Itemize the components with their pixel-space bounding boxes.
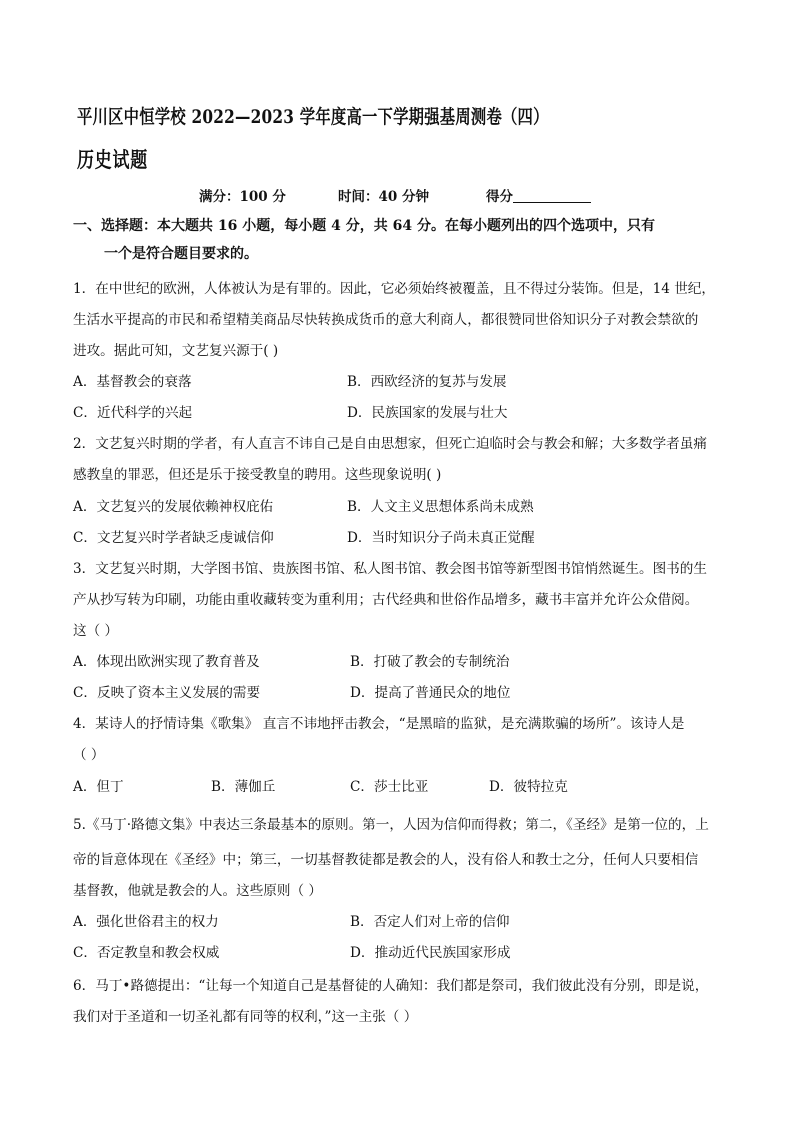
exam-subtitle: 历史试题	[77, 147, 148, 172]
option-d[interactable]: D．民族国家的发展与壮大	[347, 405, 508, 421]
option-c[interactable]: C．莎士比亚	[350, 779, 429, 795]
exam-title: 平川区中恒学校 2022—2023 学年度高一下学期强基周测卷（四）	[77, 106, 549, 128]
option-b[interactable]: B．西欧经济的复苏与发展	[347, 374, 507, 390]
question-text: 5.《马丁·路德文集》中表达三条最基本的原则。第一，人因为信仰而得救；第二，《圣经》是第一位的，上	[73, 817, 709, 833]
full-score: 满分：100 分	[199, 189, 286, 205]
option-b[interactable]: B．打破了教会的专制统治	[350, 654, 510, 670]
question-text: 基督教，他就是教会的人。这些原则（ ）	[73, 883, 323, 899]
question-text: 感教皇的罪恶，但还是乐于接受教皇的聘用。这些现象说明( )	[73, 467, 442, 483]
question-text: 1．在中世纪的欧洲，人体被认为是有罪的。因此，它必须始终被覆盖，且不得过分装饰。但是，14 世纪，	[73, 281, 715, 297]
option-a[interactable]: A．体现出欧洲实现了教育普及	[73, 654, 260, 670]
option-a[interactable]: A．但丁	[73, 779, 124, 795]
option-a[interactable]: A．文艺复兴的发展依赖神权庇佑	[73, 499, 274, 515]
option-b[interactable]: B．否定人们对上帝的信仰	[350, 914, 510, 930]
question-text: 帝的旨意体现在《圣经》中；第三，一切基督教徒都是教会的人，没有俗人和教士之分，任何人只要相信	[73, 852, 699, 868]
question-text: 6．马丁•路德提出：“让每一个知道自己是基督徒的人确知：我们都是祭司，我们彼此没有分别，即是说，	[73, 978, 709, 994]
score-label: 得分	[486, 189, 513, 205]
score-field	[486, 185, 591, 205]
exam-time: 时间：40 分钟	[338, 189, 429, 205]
option-d[interactable]: D．提高了普通民众的地位	[350, 685, 511, 701]
option-a[interactable]: A．基督教会的衰落	[73, 374, 192, 390]
score-blank[interactable]	[513, 188, 591, 203]
question-text: 进攻。据此可知，文艺复兴源于( )	[73, 343, 279, 359]
question-text: 我们对于圣道和一切圣礼都有同等的权利，”这一主张（ ）	[73, 1009, 418, 1025]
question-text: （ ）	[73, 747, 105, 763]
option-c[interactable]: C．否定教皇和教会权威	[73, 945, 220, 961]
option-b[interactable]: B．人文主义思想体系尚未成熟	[347, 499, 534, 515]
question-text: 这（ ）	[73, 623, 119, 639]
question-text: 3．文艺复兴时期，大学图书馆、贵族图书馆、私人图书馆、教会图书馆等新型图书馆悄然诞生。图书的生	[73, 561, 707, 577]
option-c[interactable]: C．文艺复兴时学者缺乏虔诚信仰	[73, 530, 274, 546]
option-c[interactable]: C．反映了资本主义发展的需要	[73, 685, 261, 701]
option-c[interactable]: C．近代科学的兴起	[73, 405, 193, 421]
option-b[interactable]: B．薄伽丘	[211, 779, 276, 795]
question-text: 生活水平提高的市民和希望精美商品尽快转换成货币的意大利商人，都很赞同世俗知识分子对教会禁欲的	[73, 312, 699, 328]
question-text: 产从抄写转为印刷，功能由重收藏转变为重利用；古代经典和世俗作品增多，藏书丰富并允许公众借阅。	[73, 592, 699, 608]
section-heading-line1: 一、选择题：本大题共 16 小题，每小题 4 分，共 64 分。在每小题列出的四个选项中，只有	[73, 218, 655, 234]
option-d[interactable]: D．当时知识分子尚未真正觉醒	[347, 530, 535, 546]
section-heading-line2: 一个是符合题目要求的。	[104, 246, 258, 262]
option-d[interactable]: D．推动近代民族国家形成	[350, 945, 511, 961]
option-a[interactable]: A．强化世俗君主的权力	[73, 914, 219, 930]
question-text: 4．某诗人的抒情诗集《歌集》 直言不讳地抨击教会，“是黑暗的监狱，是充满欺骗的场所”。该诗人是	[73, 716, 685, 732]
option-d[interactable]: D．彼特拉克	[489, 779, 568, 795]
question-text: 2．文艺复兴时期的学者，有人直言不讳自己是自由思想家，但死亡迫临时会与教会和解；大多数学者虽痛	[73, 436, 707, 452]
